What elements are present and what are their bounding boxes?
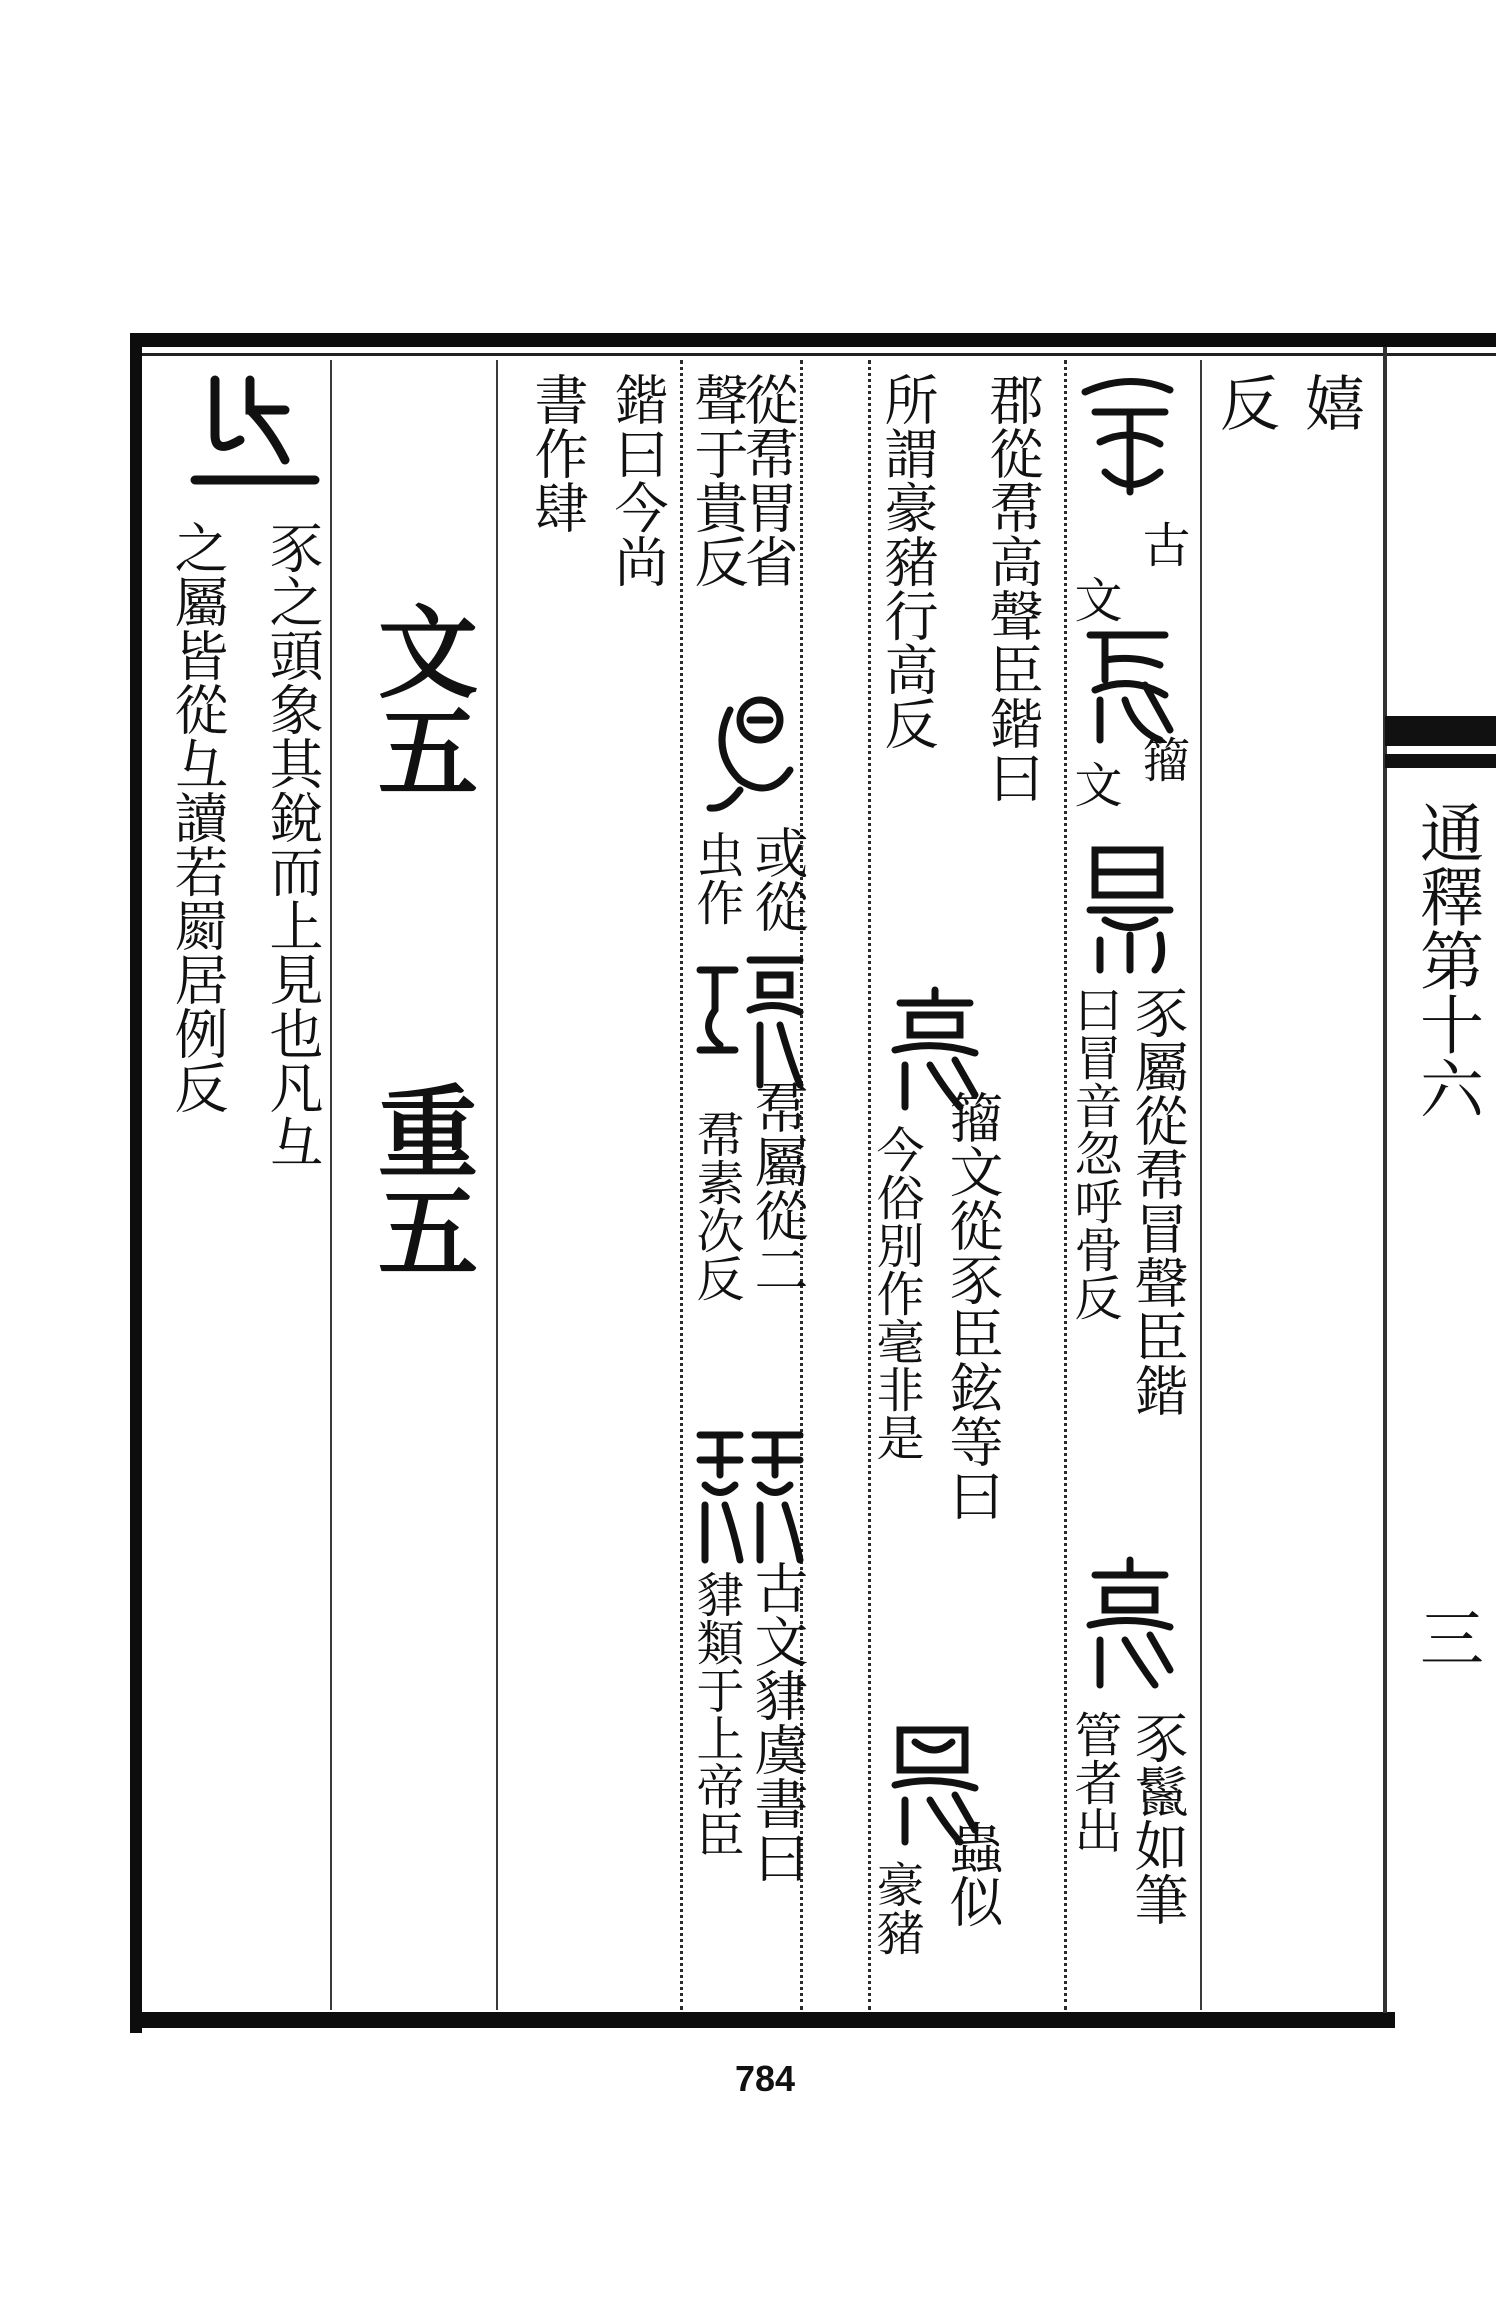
column-rule [680,360,683,2010]
seal-glyph [690,950,810,1104]
radical-seal-glyph [190,370,320,494]
column-text: 鍇曰今尚 [606,372,669,588]
column-text: 郡從帬高聲臣鍇曰 [981,372,1044,804]
seal-glyph-drawing [690,950,810,1100]
column-text: 豕鬣如筆 [1126,1710,1189,1926]
frame-left-border [130,333,142,2033]
column-rule [1200,360,1202,2010]
seal-glyph [880,1720,990,1854]
column-rule [330,360,332,2010]
seal-glyph [700,690,810,824]
page-number: 784 [734,2058,796,2099]
frame-right-border [1383,347,1387,2013]
column-text: 帬素次反 [688,1110,744,1302]
seal-glyph-drawing [1075,620,1185,750]
folio-mark-text: 三 [1409,1605,1483,1669]
column-text: 蟲似 [941,1820,1004,1928]
column-rule [496,360,498,2010]
running-head [1400,800,1492,1120]
column-text: 籀 [1134,735,1190,783]
seal-glyph [690,1420,810,1574]
column-text: 從帬胃省 [736,372,799,588]
column-text: 帬屬從二 [746,1080,809,1296]
column-text: 虫作 [688,830,744,926]
column-text: 聲于貴反 [686,372,749,588]
frame-top-border [130,333,1496,347]
seal-glyph [1075,1555,1185,1699]
frame-bottom-border [130,2012,1395,2028]
column-text: 書作肆 [526,372,589,534]
seal-glyph-drawing [1075,840,1185,980]
column-text: 或從 [746,825,809,933]
running-head-text: 通釋第十六 [1409,800,1483,1120]
column-text: 所謂豪豬行高反 [876,372,939,750]
column-text: 管者出 [1066,1710,1122,1854]
seal-glyph-drawing [690,1420,810,1570]
frame-top-inner-border [130,353,1496,356]
margin-black-tab [1385,716,1496,746]
column-text: 今俗別作毫非是 [868,1125,924,1461]
column-text: 豕屬從帬冒聲臣鍇 [1126,985,1189,1417]
margin-black-tab [1385,754,1496,768]
seal-glyph-drawing [880,985,990,1115]
seal-glyph [880,985,990,1119]
column-text: 貄類于上帝臣 [688,1570,744,1858]
column-text: 籀文從豕臣鉉等曰 [941,1090,1004,1522]
column-text: 古文貄虞書曰 [746,1560,809,1884]
seal-glyph-drawing [1075,1555,1185,1695]
section-count: 重五 [361,1080,479,1280]
section-count: 文五 [361,600,479,800]
seal-glyph-drawing [880,1720,990,1850]
column-text: 文 [1066,760,1122,808]
column-text: 古 [1134,520,1190,568]
column-text: 豕之頭象其銳而上見也凡彑 [261,520,324,1168]
folio-mark [1400,1605,1492,1669]
head-character: 嬉 [1295,372,1365,432]
seal-glyph-drawing [700,690,810,820]
column-text: 反 [1210,372,1280,432]
radical-seal-drawing [190,370,320,490]
column-text: 文 [1066,575,1122,623]
seal-glyph-drawing [1075,372,1185,502]
column-text: 之屬皆從彑讀若罽居例反 [166,520,229,1114]
seal-glyph [1075,840,1185,984]
seal-glyph [1075,620,1185,754]
column-text: 豪豬 [868,1860,924,1956]
column-text: 曰冒音忽呼骨反 [1066,985,1122,1321]
seal-glyph [1075,372,1185,506]
